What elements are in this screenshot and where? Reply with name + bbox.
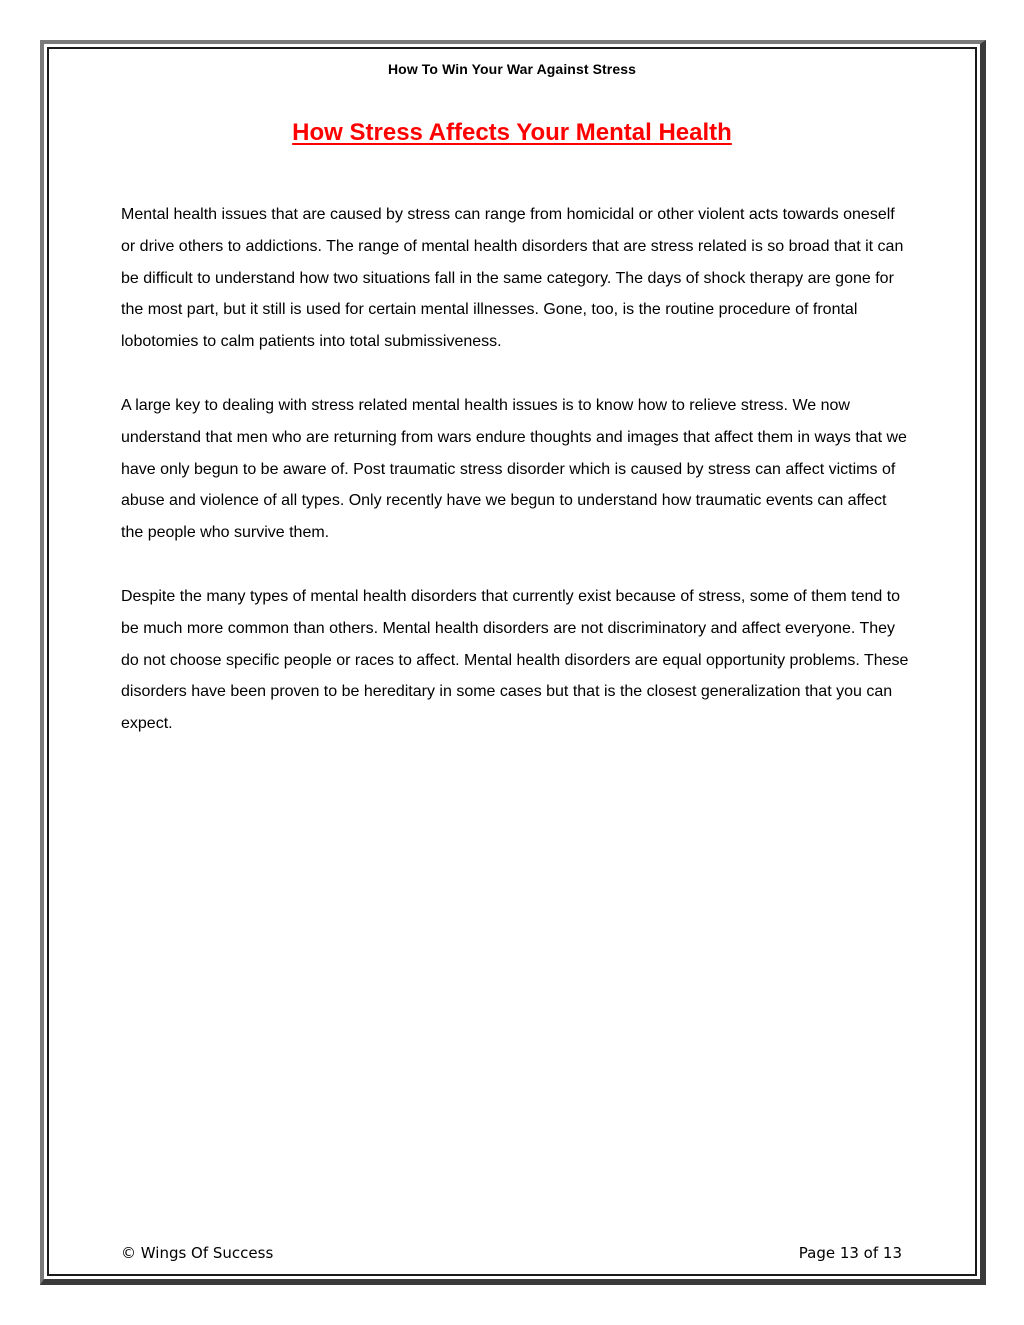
paragraph: Mental health issues that are caused by stress can range from homicidal or other violent acts towards oneself or drive others to addictions. The range of mental health disorders that are stress related is so broad that it can be difficult to understand how two situations fall in the same category. The days of shock therapy are gone for the most part, but it still is used for certain mental illnesses. Gone, too, is the routine procedure of frontal lobotomies to calm patients into total submissiveness. (121, 206, 904, 351)
paragraph: Despite the many types of mental health disorders that currently exist because of stress, some of them tend to be much more common than others. Mental health disorders are not discriminatory and affect everyone. They do not choose specific people or races to affect. Mental health disorders are equal opportunity problems. These disorders have been proven to be hereditary in some cases but that is the closest generalization that you can expect. (121, 587, 909, 733)
running-header: How To Win Your War Against Stress (387, 61, 637, 77)
footer-page-number: Page 13 of 13 (798, 1244, 902, 1262)
paragraph: A large key to dealing with stress related mental health issues is to know how to relieve stress. We now understand that men who are returning from wars endure thoughts and images that affect them in ways that we have only begun to be aware of. Post traumatic stress disorder which is caused by stress can affect victims of abuse and violence of all types. Only recently have we begun to understand how traumatic events can affect the people who survive them. (121, 396, 907, 542)
body-text (121, 199, 911, 772)
chapter-title: How Stress Affects Your Mental Health (292, 119, 732, 146)
footer-copyright: © Wings Of Success (121, 1244, 274, 1262)
